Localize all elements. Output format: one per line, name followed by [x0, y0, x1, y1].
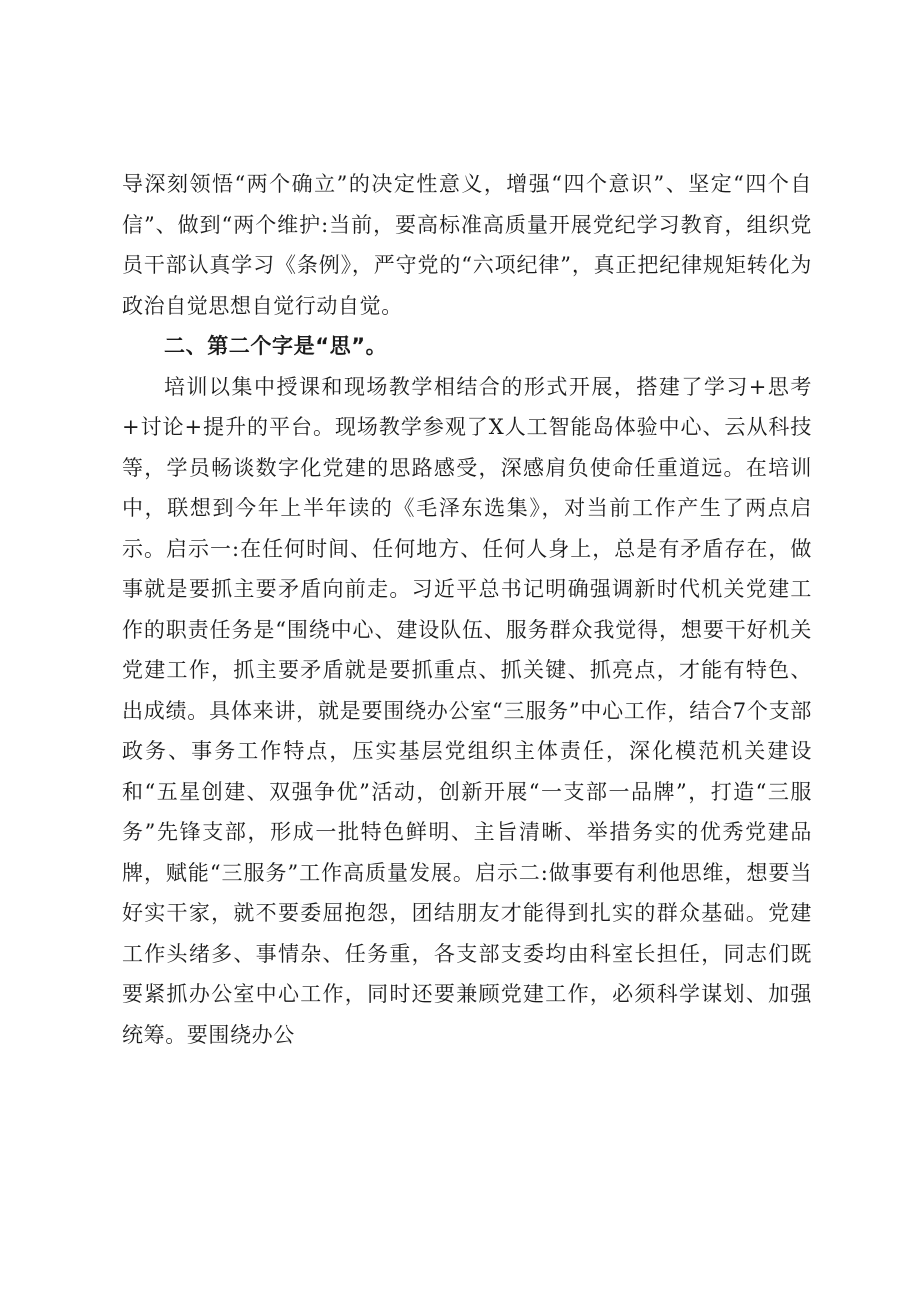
document-body — [122, 164, 812, 1055]
section-heading: 二、第二个字是“思”。 — [164, 334, 388, 358]
paragraph-continuation: 导深刻领悟“两个确立”的决定性意义，增强“四个意识”、坚定“四个自信”、做到“两个维护:当前，要高标准高质量开展党纪学习教育，组织党员干部认真学习《条例》，严守党的“六项纪律”，真正把纪律规矩转化为政治自觉思想自觉行动自觉。 — [122, 172, 812, 318]
paragraph-body: 培训以集中授课和现场教学相结合的形式开展，搭建了学习+思考+讨论+提升的平台。现场教学参观了X人工智能岛体验中心、云从科技等，学员畅谈数字化党建的思路感受，深感肩负使命任重道远。在培训中，联想到今年上半年读的《毛泽东选集》，对当前工作产生了两点启示。启示一:在任何时间、任何地方、任何人身上，总是有矛盾存在，做事就是要抓主要矛盾向前走。习近平总书记明确强调新时代机关党建工作的职责任务是“围绕中心、建设队伍、服务群众我觉得，想要干好机关党建工作，抓主要矛盾就是要抓重点、抓关键、抓亮点，才能有特色、出成绩。具体来讲，就是要围绕办公室“三服务”中心工作，结合7个支部政务、事务工作特点，压实基层党组织主体责任，深化模范机关建设和“五星创建、双强争优”活动，创新开展“一支部一品牌”，打造“三服务”先锋支部，形成一批特色鲜明、主旨清晰、举措务实的优秀党建品牌，赋能“三服务”工作高质量发展。启示二:做事要有利他思维，想要当好实干家，就不要委屈抱怨，团结朋友才能得到扎实的群众基础。党建工作头绪多、事情杂、任务重，各支部支委均由科室长担任，同志们既要紧抓办公室中心工作，同时还要兼顾党建工作，必须科学谋划、加强统筹。要围绕办公 — [122, 374, 812, 1047]
